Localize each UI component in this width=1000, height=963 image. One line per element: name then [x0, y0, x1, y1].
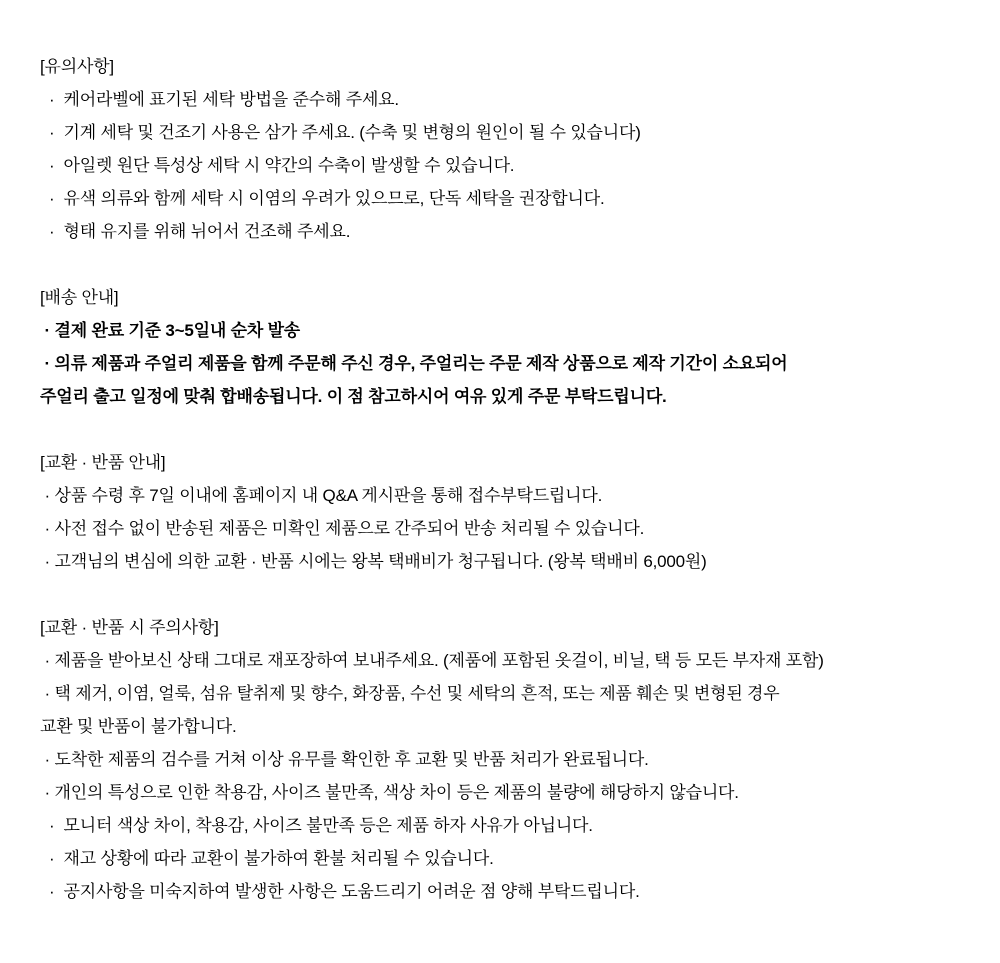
notice-line: · 사전 접수 없이 반송된 제품은 미확인 제품으로 간주되어 반송 처리될 수 있습니다. — [40, 519, 645, 538]
notice-section — [40, 50, 960, 248]
notice-line: · 상품 수령 후 7일 이내에 홈페이지 내 Q&A 게시판을 통해 접수부탁드립니다. — [40, 486, 603, 505]
notice-line: · 유색 의류와 함께 세탁 시 이염의 우려가 있으므로, 단독 세탁을 권장합니다. — [40, 189, 605, 208]
notice-line: · 고객님의 변심에 의한 교환 · 반품 시에는 왕복 택배비가 청구됩니다. (왕복 택배비 6,000원) — [40, 552, 707, 571]
notice-line: · 형태 유지를 위해 뉘어서 건조해 주세요. — [40, 222, 351, 241]
notice-line: · 재고 상황에 따라 교환이 불가하여 환불 처리될 수 있습니다. — [40, 849, 494, 868]
notice-line: · 결제 완료 기준 3~5일내 순차 발송 — [40, 321, 301, 340]
notice-line: · 개인의 특성으로 인한 착용감, 사이즈 불만족, 색상 차이 등은 제품의 불량에 해당하지 않습니다. — [40, 783, 739, 802]
notice-line: 주얼리 출고 일정에 맞춰 합배송됩니다. 이 점 참고하시어 여유 있게 주문 부탁드립니다. — [40, 387, 667, 406]
notice-line: · 모니터 색상 차이, 착용감, 사이즈 불만족 등은 제품 하자 사유가 아닙니다. — [40, 816, 593, 835]
notice-line: · 공지사항을 미숙지하여 발생한 사항은 도움드리기 어려운 점 양해 부탁드립니다. — [40, 882, 640, 901]
section-header: [교환 · 반품 시 주의사항] — [40, 618, 219, 637]
notice-line: · 택 제거, 이염, 얼룩, 섬유 탈취제 및 향수, 화장품, 수선 및 세탁의 흔적, 또는 제품 훼손 및 변형된 경우 — [40, 684, 780, 703]
notice-line: · 케어라벨에 표기된 세탁 방법을 준수해 주세요. — [40, 90, 399, 109]
notice-section — [40, 611, 960, 908]
notice-section — [40, 446, 960, 578]
notice-section — [40, 281, 960, 413]
notice-line: · 기계 세탁 및 건조기 사용은 삼가 주세요. (수축 및 변형의 원인이 될 수 있습니다) — [40, 123, 641, 142]
notice-line: 교환 및 반품이 불가합니다. — [40, 717, 237, 736]
notice-line: · 제품을 받아보신 상태 그대로 재포장하여 보내주세요. (제품에 포함된 옷걸이, 비닐, 택 등 모든 부자재 포함) — [40, 651, 824, 670]
section-header: [배송 안내] — [40, 288, 119, 307]
section-header: [유의사항] — [40, 57, 114, 76]
section-header: [교환 · 반품 안내] — [40, 453, 166, 472]
notice-line: · 도착한 제품의 검수를 거쳐 이상 유무를 확인한 후 교환 및 반품 처리가 완료됩니다. — [40, 750, 649, 769]
notice-line: · 아일렛 원단 특성상 세탁 시 약간의 수축이 발생할 수 있습니다. — [40, 156, 515, 175]
notice-line: · 의류 제품과 주얼리 제품을 함께 주문해 주신 경우, 주얼리는 주문 제작 상품으로 제작 기간이 소요되어 — [40, 354, 788, 373]
